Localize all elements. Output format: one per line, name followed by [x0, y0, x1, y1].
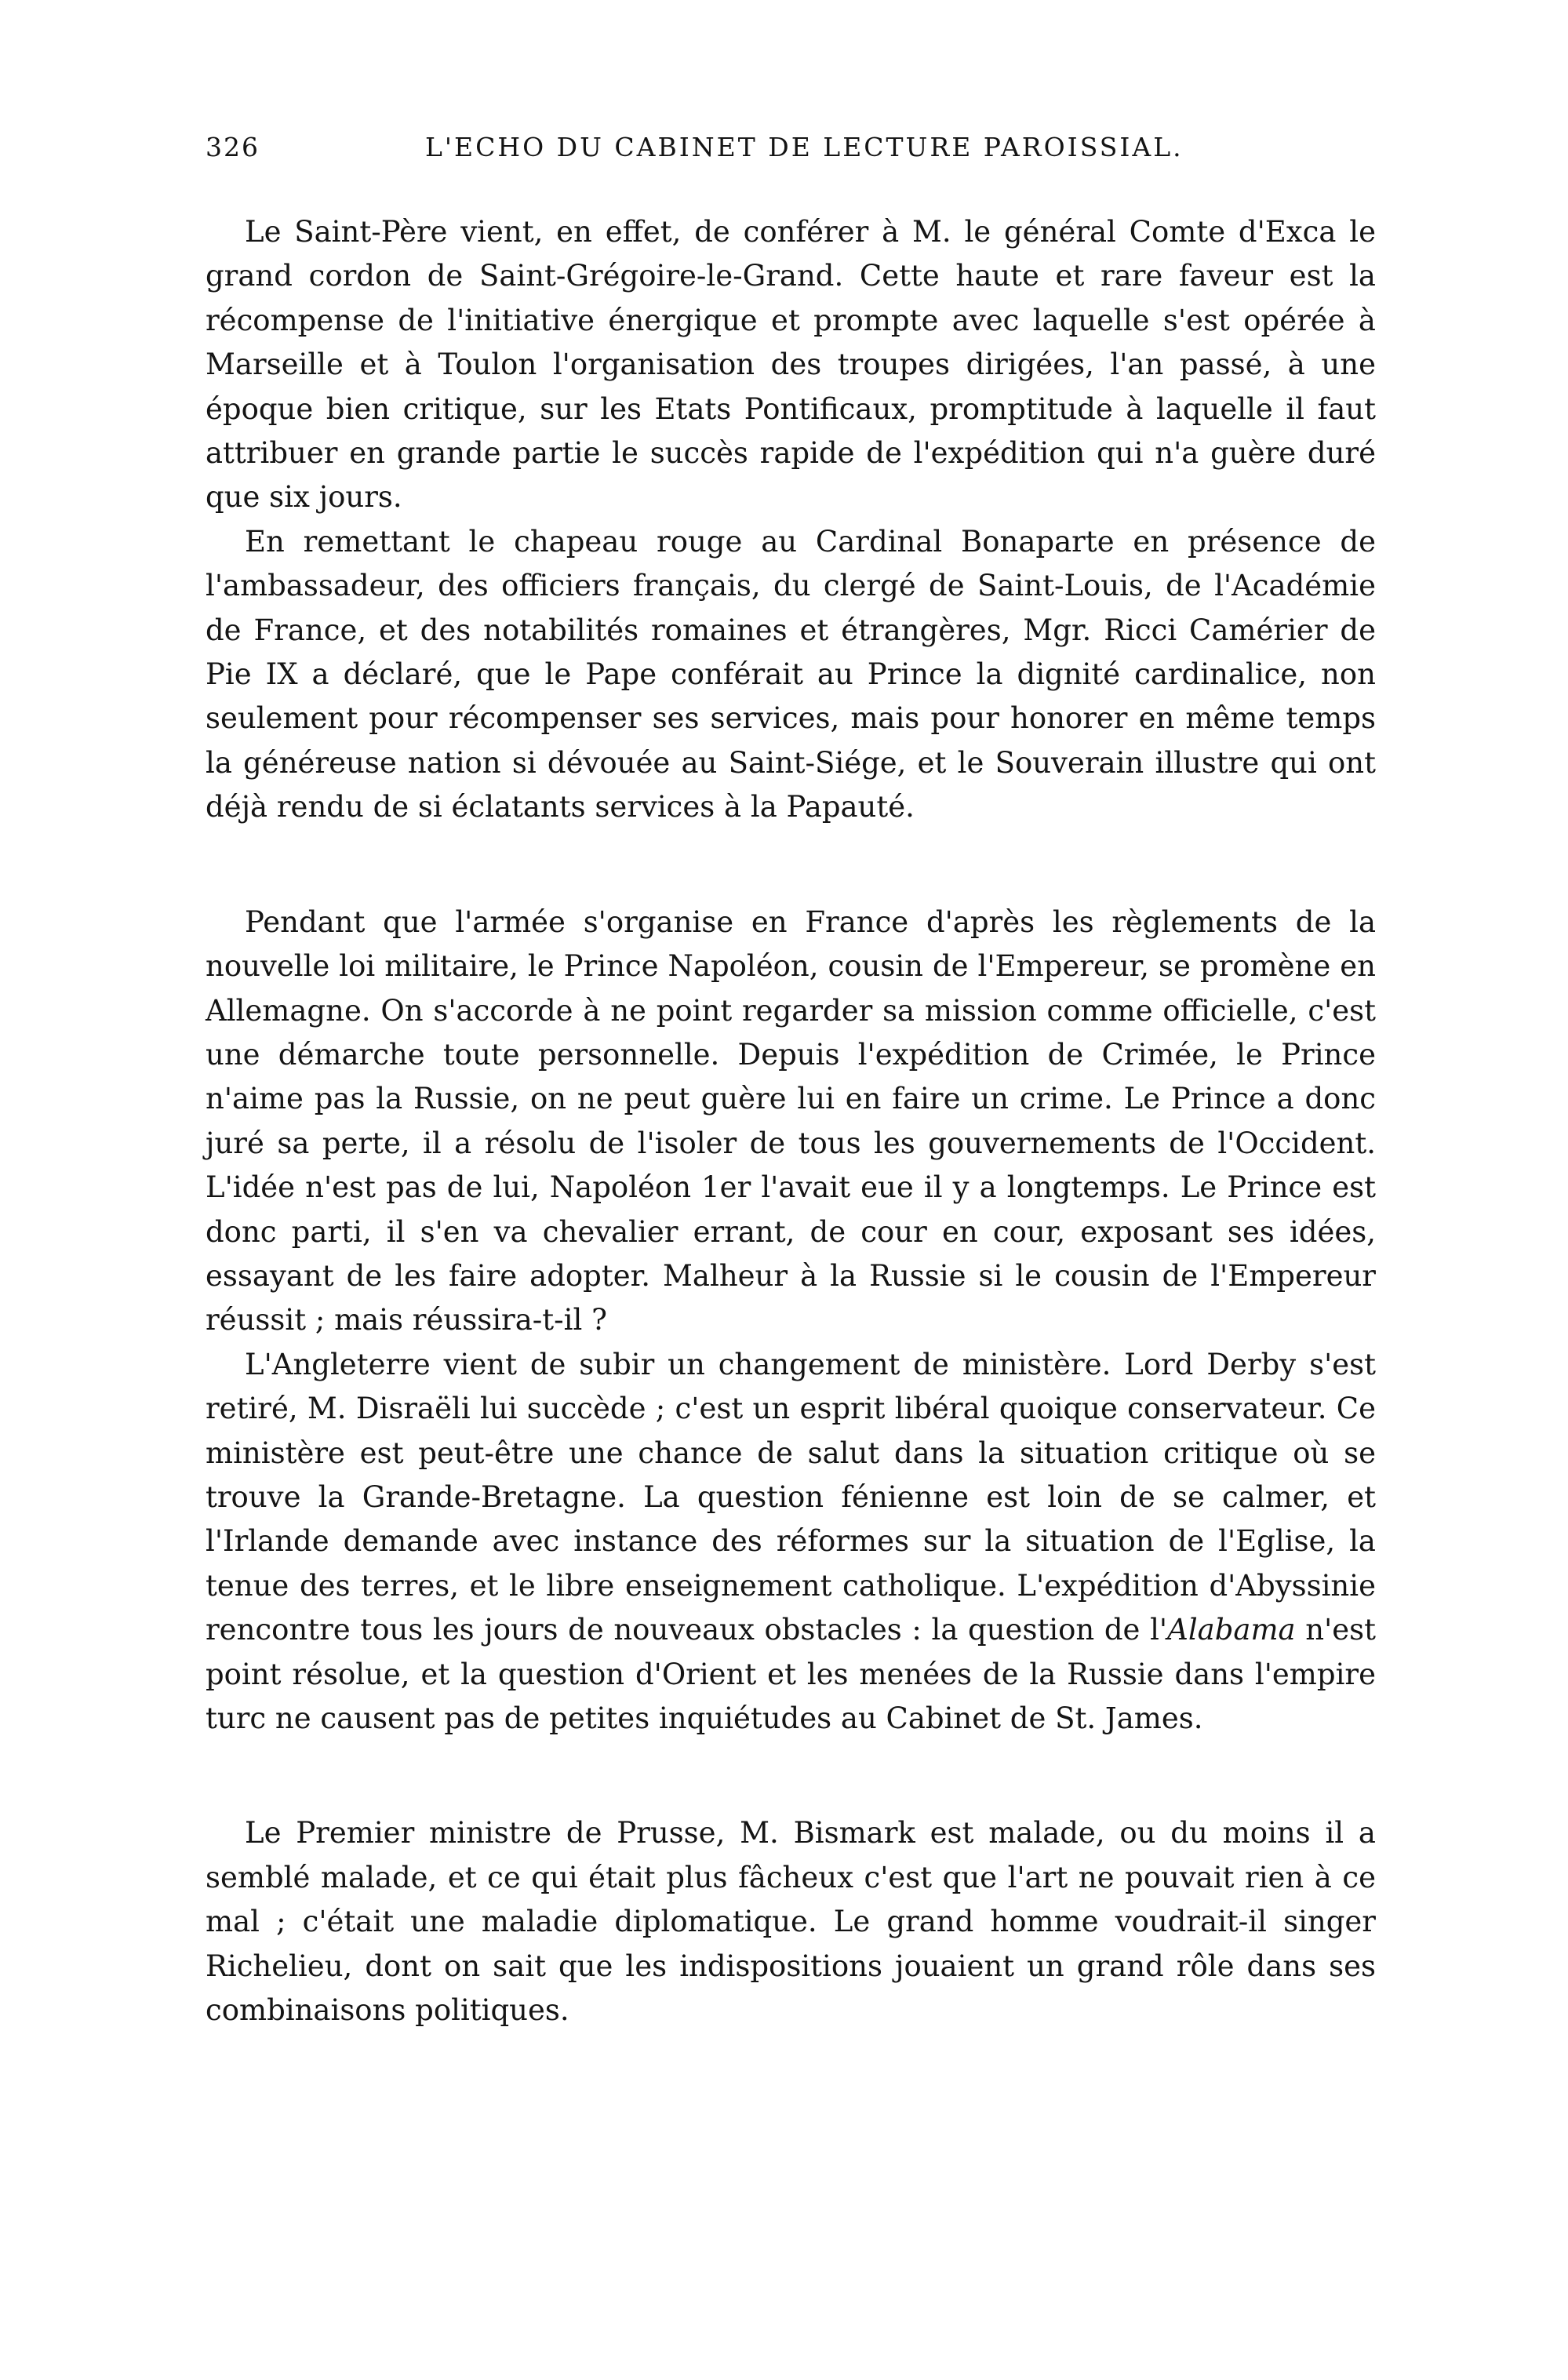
running-title: L'ECHO DU CABINET DE LECTURE PAROISSIAL.: [425, 132, 1184, 162]
paragraph-saint-pere: Le Saint-Père vient, en effet, de conférer à M. le général Comte d'Exca le grand cordon de Saint-Grégoire-le-Grand. Cette haute et rare faveur est la récompense de l'initiative énergique et prompte avec laquelle s'est opérée à Marseille et à Toulon l'organisation des troupes dirigées, l'an passé, à une époque bien critique, sur les Etats Pontificaux, promptitude à laquelle il faut attribuer en grande partie le succès rapide de l'expédition qui n'a guère duré que six jours.: [206, 215, 1376, 515]
paragraph-chapeau-rouge: En remettant le chapeau rouge au Cardinal Bonaparte en présence de l'ambassadeur, des officiers français, du clergé de Saint-Louis, de l'Académie de France, et des notabilités romaines et étrangères, Mgr. Ricci Camérier de Pie IX a déclaré, que le Pape conférait au Prince la dignité cardinalice, non seulement pour récompenser ses services, mais pour honorer en même temps la généreuse nation si dévouée au Saint-Siége, et le Souverain illustre qui ont déjà rendu de si éclatants services à la Papauté.: [206, 524, 1376, 824]
paragraph-bismark: Le Premier ministre de Prusse, M. Bismark est malade, ou du moins il a semblé malade, et ce qui était plus fâcheux c'est que l'art ne pouvait rien à ce mal ; c'était une maladie diplomatique. Le grand homme voudrait-il singer Richelieu, dont on sait que les indispositions jouaient un grand rôle dans ses combinaisons politiques.: [206, 1816, 1376, 2028]
paragraph-prince-napoleon: Pendant que l'armée s'organise en France d'après les règlements de la nouvelle loi militaire, le Prince Napoléon, cousin de l'Empereur, se promène en Allemagne. On s'accorde à ne point regarder sa mission comme officielle, c'est une démarche toute personnelle. Depuis l'expédition de Crimée, le Prince n'aime pas la Russie, on ne peut guère lui en faire un crime. Le Prince a donc juré sa perte, il a résolu de l'isoler de tous les gouvernements de l'Occident. L'idée n'est pas de lui, Napoléon 1er l'avait eue il y a longtemps. Le Prince est donc parti, il s'en va chevalier errant, de cour en cour, exposant ses idées, essayant de les faire adopter. Malheur à la Russie si le cousin de l'Empereur réussit ; mais réussira-t-il ?: [206, 904, 1376, 1337]
paragraph-angleterre-part-2: n'est point résolue, et la question d'Orient et les menées de la Russie dans l'empire turc ne causent pas de petites inquiétudes au Cabinet de St. James.: [206, 1613, 1376, 1735]
running-header: [206, 132, 1382, 179]
body-text: [206, 210, 1376, 2032]
alabama-italic: Alabama: [1167, 1613, 1296, 1647]
page-number: 326: [206, 132, 260, 162]
paragraph-angleterre-part-1: L'Angleterre vient de subir un changement de ministère. Lord Derby s'est retiré, M. Disraëli lui succède ; c'est un esprit libéral quoique conservateur. Ce ministère est peut-être une chance de salut dans la situation critique où se trouve la Grande-Bretagne. La question fénienne est loin de se calmer, et l'Irlande demande avec instance des réformes sur la situation de l'Eglise, la tenue des terres, et le libre enseignement catholique. L'expédition d'Abyssinie rencontre tous les jours de nouveaux obstacles : la question de l': [206, 1347, 1376, 1647]
paragraph-angleterre: [206, 1343, 1376, 1741]
